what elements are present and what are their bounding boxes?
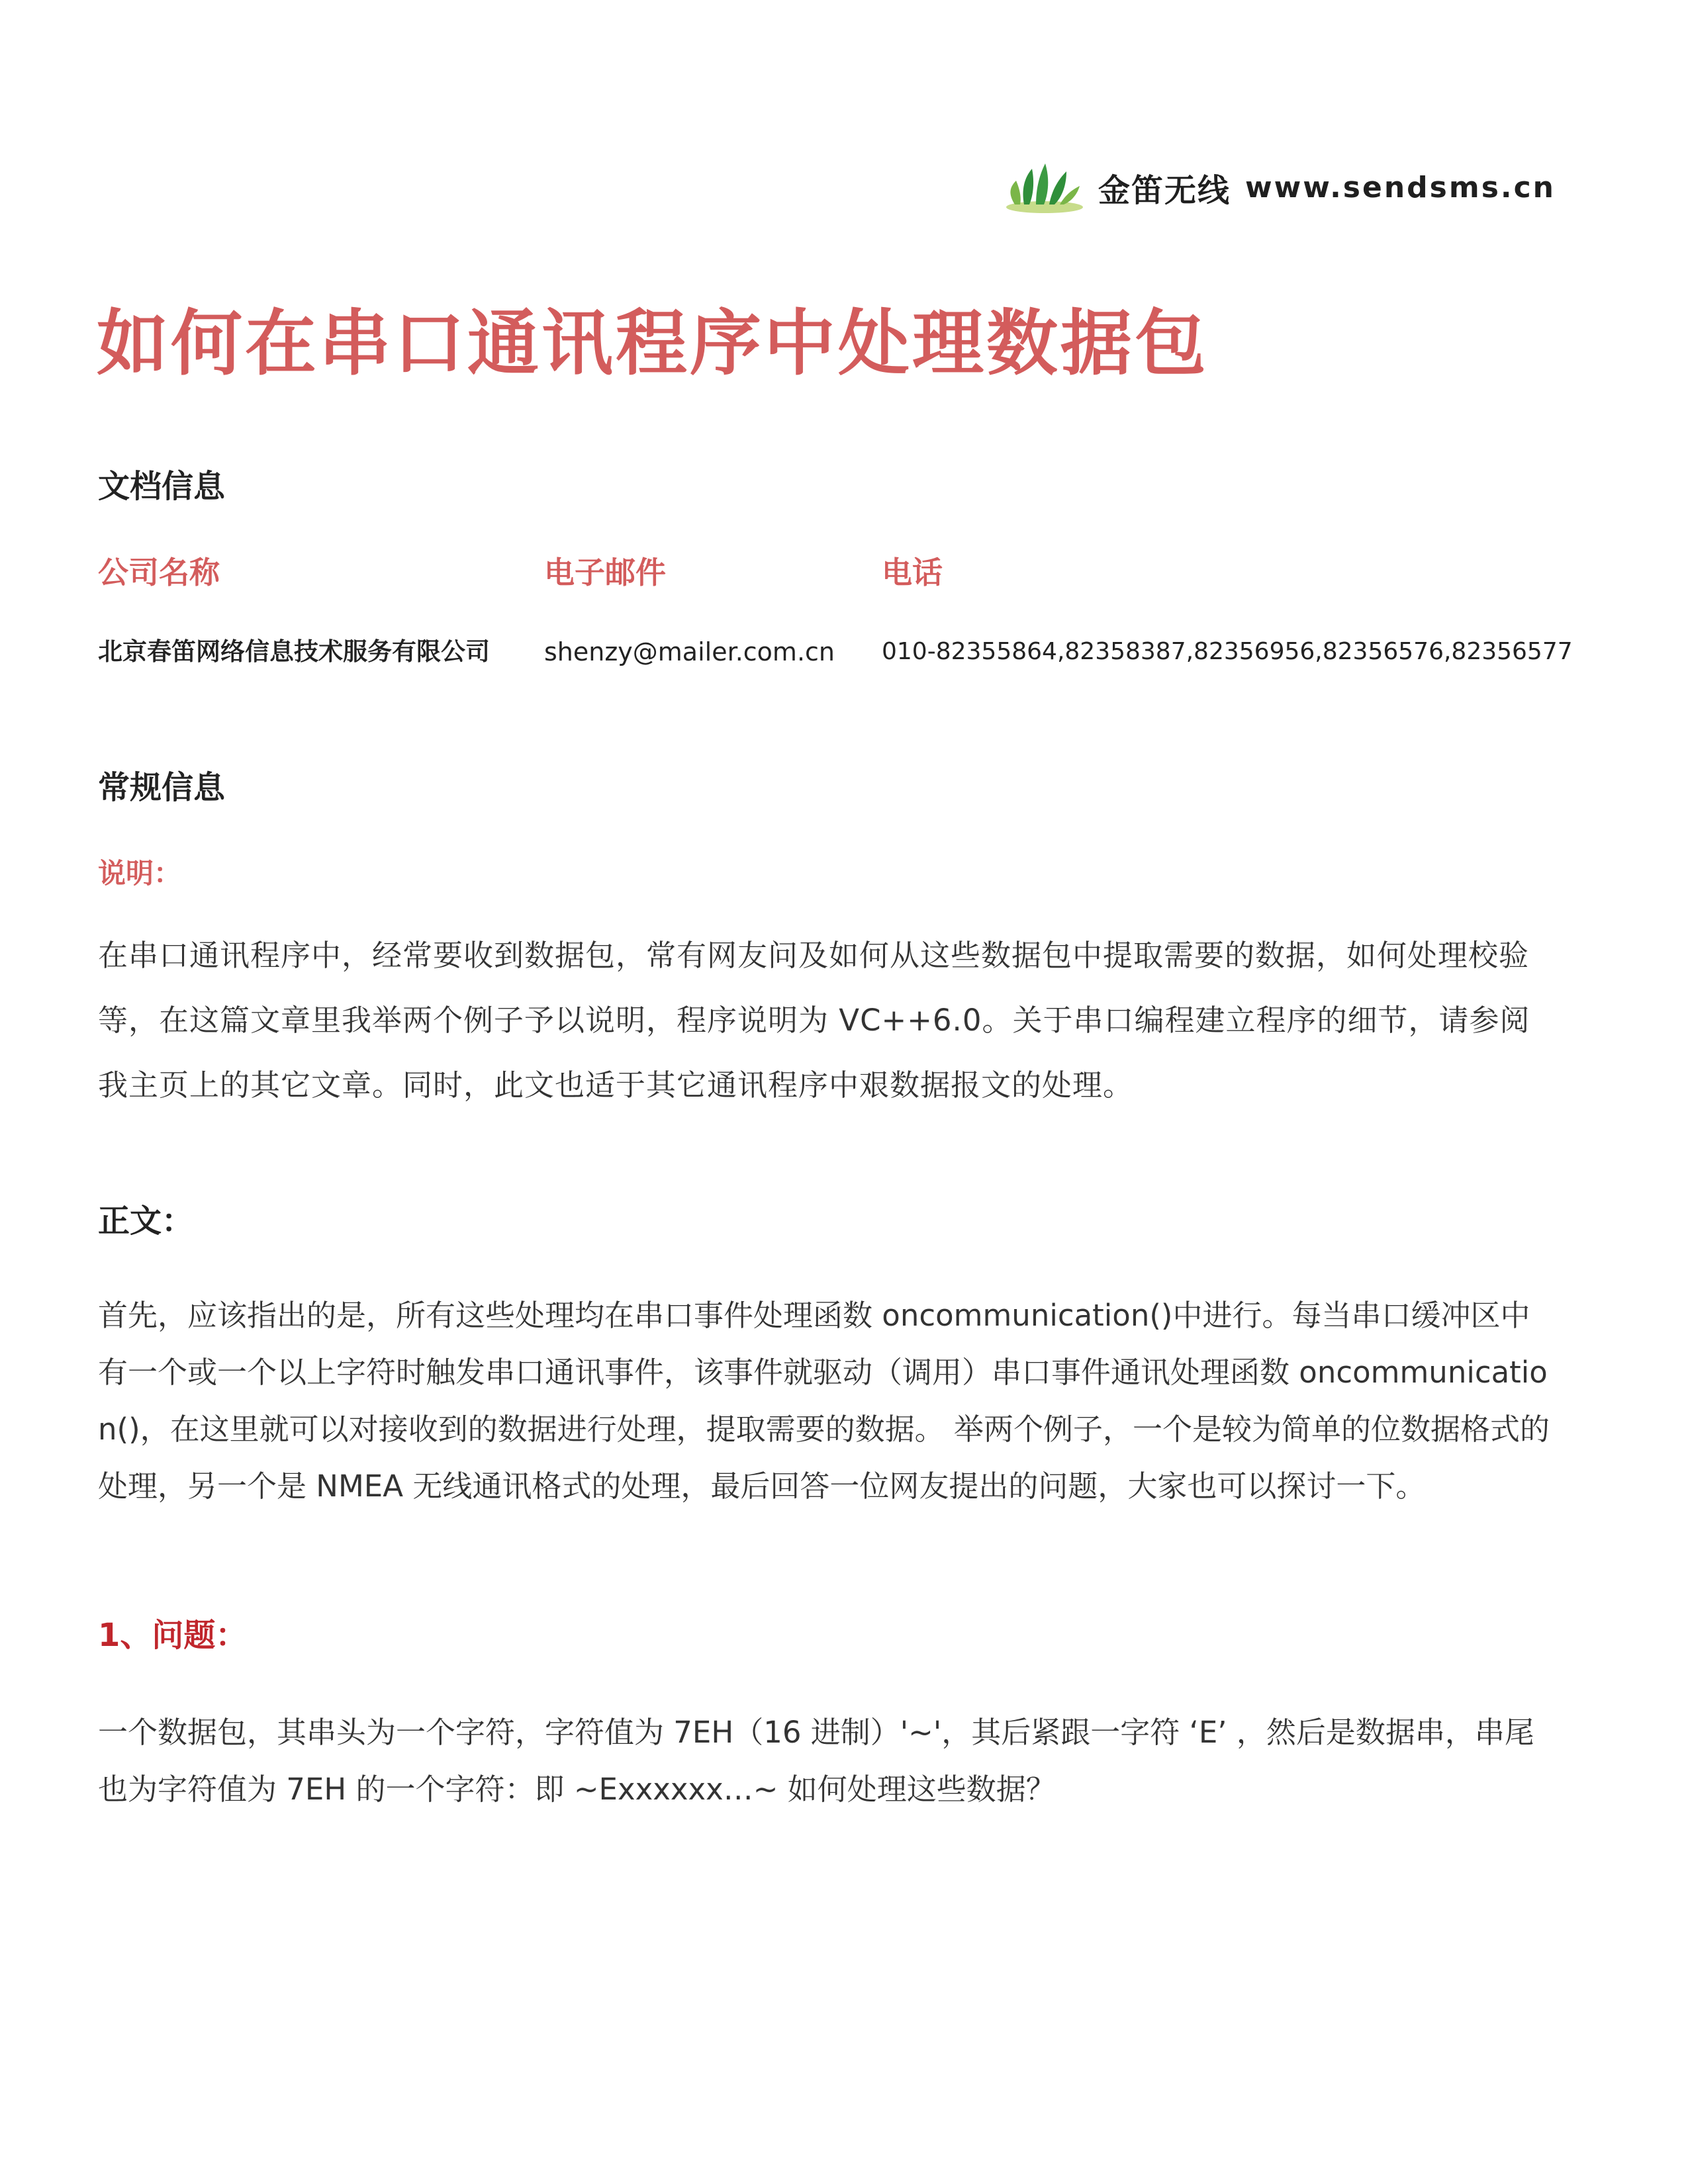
phone-value: 010-82355864,82358387,82356956,82356576,82356577 xyxy=(882,638,1573,665)
note-paragraph: 在串口通讯程序中，经常要收到数据包，常有网友问及如何从这些数据包中提取需要的数据，如何处理校验等，在这篇文章里我举两个例子予以说明，程序说明为 VC++6.0。关于串口编程建立程序的细节，请参阅我主页上的其它文章。同时，此文也适于其它通讯程序中艰数据报文的处理。 xyxy=(98,938,1530,1103)
doc-info-heading: 文档信息 xyxy=(98,468,226,505)
question-paragraph: 一个数据包，其串头为一个字符，字符值为 7EH（16 进制）'~'，其后紧跟一字符 ‘E’ ，然后是数据串，串尾也为字符值为 7EH 的一个字符：即 ~Exxxxxx…~ 如何处理这些数据？ xyxy=(98,1715,1534,1807)
body-heading: 正文： xyxy=(98,1203,194,1240)
phone-label: 电话 xyxy=(882,555,943,590)
question-heading: 1、问题： xyxy=(98,1617,248,1654)
company-label: 公司名称 xyxy=(98,555,220,590)
email-label: 电子邮件 xyxy=(544,555,666,590)
header-logo xyxy=(1002,158,1556,217)
general-info-heading: 常规信息 xyxy=(98,769,226,806)
email-value[interactable]: shenzy@mailer.com.cn xyxy=(544,637,835,666)
website-url[interactable]: www.sendsms.cn xyxy=(1244,170,1556,205)
company-value: 北京春笛网络信息技术服务有限公司 xyxy=(98,637,490,666)
brand-name: 金笛无线 xyxy=(1098,171,1231,209)
page-title: 如何在串口通讯程序中处理数据包 xyxy=(97,302,1209,385)
leaf-icon xyxy=(1002,161,1088,214)
note-label: 说明： xyxy=(98,857,182,889)
intro-paragraph: 首先，应该指出的是，所有这些处理均在串口事件处理函数 oncommunication()中进行。每当串口缓冲区中有一个或一个以上字符时触发串口通讯事件，该事件就驱动（调用）串口事件通讯处理函数 oncommunication()，在这里就可以对接收到的数据进行处理，提取需要的数据。 举两个例子，一个是较为简单的位数据格式的处理，另一个是 NMEA 无线通讯格式的处理，最后回答一位网友提出的问题，大家也可以探讨一下。 xyxy=(98,1298,1550,1504)
